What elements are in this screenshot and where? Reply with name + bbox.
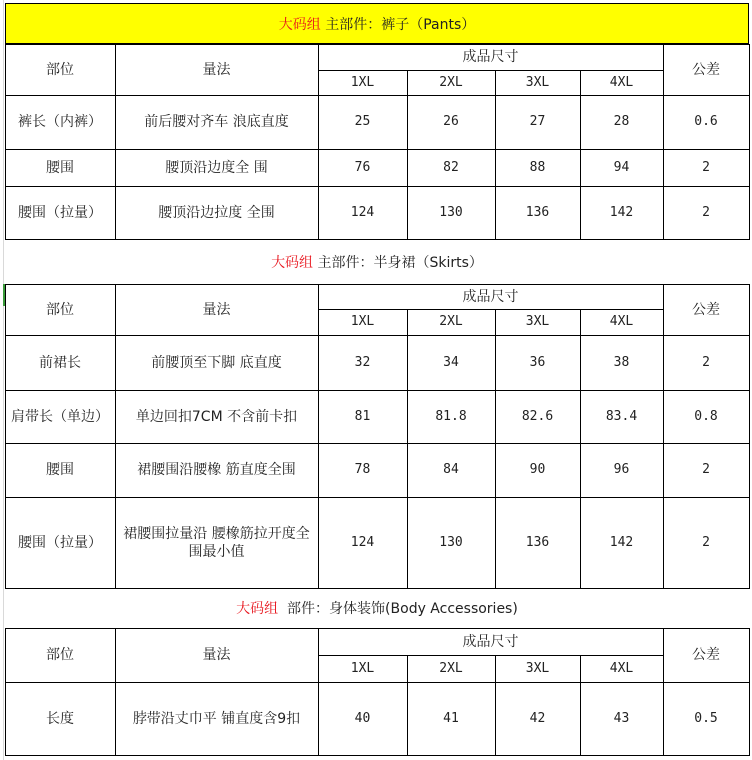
- header-size: 4XL: [609, 660, 634, 676]
- row-value: 130: [439, 534, 463, 550]
- table-rule: [5, 628, 750, 629]
- row-value: 124: [350, 204, 375, 220]
- header-size: 4XL: [609, 74, 634, 90]
- row-part: 腰围: [46, 462, 74, 478]
- header-size-group: 成品尺寸: [462, 633, 519, 650]
- row-tolerance: 2: [702, 462, 710, 477]
- table-rule: [318, 284, 319, 588]
- row-method: 裙腰围拉量沿 腰橡筋拉开度全围最小值: [123, 525, 310, 560]
- table-rule: [318, 309, 663, 310]
- table-rule: [5, 682, 750, 683]
- row-value: 41: [443, 710, 459, 726]
- table-rule: [115, 44, 116, 239]
- header-size: 2XL: [439, 314, 463, 329]
- table-rule: [115, 284, 116, 588]
- row-part: 长度: [46, 710, 74, 727]
- row-method: 前后腰对齐车 浪底直度: [144, 114, 289, 130]
- header-part: 部位: [46, 301, 74, 318]
- row-tolerance: 0.5: [694, 710, 718, 726]
- table-rule: [5, 588, 750, 589]
- row-method: 脖带沿丈巾平 铺直度含9扣: [132, 710, 301, 727]
- row-value: 96: [613, 462, 630, 477]
- section-label: 部件：身体装饰(Body Accessories): [278, 601, 518, 617]
- table-rule: [5, 335, 750, 336]
- table-rule: [5, 755, 750, 756]
- row-value: 136: [525, 204, 550, 220]
- table-rule: [5, 628, 6, 755]
- row-value: 27: [529, 114, 546, 129]
- row-value: 26: [443, 114, 459, 129]
- row-value: 78: [354, 462, 371, 477]
- table-rule: [318, 44, 319, 239]
- table-rule: [495, 309, 496, 588]
- row-method: 腰顶沿边度全 围: [165, 159, 268, 176]
- table-rule: [663, 628, 664, 755]
- row-value: 84: [443, 462, 459, 477]
- row-value: 83.4: [605, 408, 638, 424]
- row-value: 28: [613, 114, 630, 129]
- header-size: 4XL: [609, 314, 634, 329]
- row-value: 43: [613, 710, 630, 726]
- header-method: 量法: [202, 301, 231, 318]
- header-size: 2XL: [439, 660, 463, 676]
- table-rule: [580, 655, 581, 755]
- header-tolerance: 公差: [692, 301, 720, 318]
- row-method: 腰顶沿边拉度 全围: [158, 204, 275, 221]
- header-tolerance: 公差: [692, 61, 720, 78]
- header-size: 1XL: [350, 74, 375, 90]
- header-size: 2XL: [439, 74, 463, 90]
- header-size: 3XL: [525, 314, 550, 329]
- row-value: 142: [609, 534, 634, 550]
- row-value: 82.6: [521, 408, 554, 424]
- header-size: 3XL: [525, 660, 550, 676]
- row-part: 裤长（内裤）: [18, 114, 102, 130]
- table-rule: [663, 284, 664, 588]
- table-rule: [5, 95, 750, 96]
- table-rule: [407, 655, 408, 755]
- table-rule: [749, 284, 750, 588]
- table-rule: [5, 239, 750, 240]
- header-tolerance: 公差: [692, 647, 720, 663]
- sheet-gridline: [3, 0, 4, 760]
- row-value: 76: [354, 159, 371, 175]
- row-value: 42: [529, 710, 546, 726]
- row-method: 裙腰围沿腰橡 筋直度全围: [137, 462, 296, 478]
- row-value: 82: [443, 159, 459, 175]
- section-banner-pants: [5, 3, 749, 44]
- header-part: 部位: [46, 61, 74, 78]
- row-part: 腰围: [46, 159, 74, 176]
- header-size: 3XL: [525, 74, 550, 90]
- table-rule: [5, 497, 750, 498]
- row-value: 124: [350, 534, 375, 550]
- table-rule: [5, 149, 750, 150]
- row-value: 94: [613, 159, 630, 175]
- section-banner-skirts: [5, 239, 749, 284]
- section-label-red: 大码组: [278, 16, 321, 33]
- row-value: 38: [613, 354, 630, 370]
- row-value: 81: [354, 408, 371, 424]
- header-size: 1XL: [350, 660, 375, 676]
- header-size: 1XL: [350, 314, 375, 329]
- row-value: 40: [354, 710, 371, 726]
- row-tolerance: 2: [702, 159, 710, 175]
- header-method: 量法: [202, 61, 231, 78]
- header-method: 量法: [202, 647, 231, 663]
- section-label: 主部件：半身裙（Skirts）: [313, 254, 483, 271]
- table-rule: [407, 70, 408, 239]
- table-rule: [495, 655, 496, 755]
- table-rule: [580, 309, 581, 588]
- table-rule: [580, 70, 581, 239]
- table-rule: [407, 309, 408, 588]
- row-value: 81.8: [435, 408, 467, 424]
- row-method: 前腰顶至下脚 底直度: [151, 354, 282, 371]
- table-rule: [5, 390, 750, 391]
- row-tolerance: 2: [702, 534, 710, 550]
- header-part: 部位: [46, 647, 74, 663]
- table-rule: [5, 44, 750, 45]
- section-banner-accessories: [5, 588, 749, 628]
- table-rule: [5, 443, 750, 444]
- row-value: 32: [354, 354, 371, 370]
- row-tolerance: 2: [702, 204, 710, 220]
- row-part: 腰围（拉量）: [18, 204, 102, 221]
- table-rule: [318, 70, 663, 71]
- section-label-red: 大码组: [271, 254, 314, 271]
- row-value: 136: [525, 534, 550, 550]
- table-rule: [749, 44, 750, 239]
- table-rule: [663, 44, 664, 239]
- header-size-group: 成品尺寸: [462, 49, 519, 65]
- table-rule: [495, 70, 496, 239]
- row-value: 142: [609, 204, 634, 220]
- row-value: 130: [439, 204, 463, 220]
- row-value: 88: [529, 159, 546, 175]
- table-rule: [115, 628, 116, 755]
- table-rule: [318, 628, 319, 755]
- section-label: 主部件：裤子（Pants）: [320, 16, 476, 33]
- row-tolerance: 0.8: [694, 408, 718, 424]
- header-size-group: 成品尺寸: [462, 288, 519, 305]
- row-value: 34: [443, 354, 459, 370]
- table-rule: [318, 655, 663, 656]
- table-rule: [5, 186, 750, 187]
- row-value: 90: [529, 462, 546, 477]
- section-label-red: 大码组: [236, 601, 279, 617]
- row-part: 腰围（拉量）: [18, 534, 102, 551]
- row-value: 36: [529, 354, 546, 370]
- row-part: 肩带长（单边）: [11, 408, 109, 425]
- row-tolerance: 0.6: [694, 114, 718, 129]
- row-part: 前裙长: [39, 354, 81, 371]
- row-value: 25: [354, 114, 371, 129]
- table-rule: [749, 628, 750, 755]
- row-tolerance: 2: [702, 354, 710, 370]
- table-rule: [5, 284, 750, 285]
- row-method: 单边回扣7CM 不含前卡扣: [135, 408, 298, 425]
- table-rule: [5, 284, 6, 588]
- table-rule: [5, 44, 6, 239]
